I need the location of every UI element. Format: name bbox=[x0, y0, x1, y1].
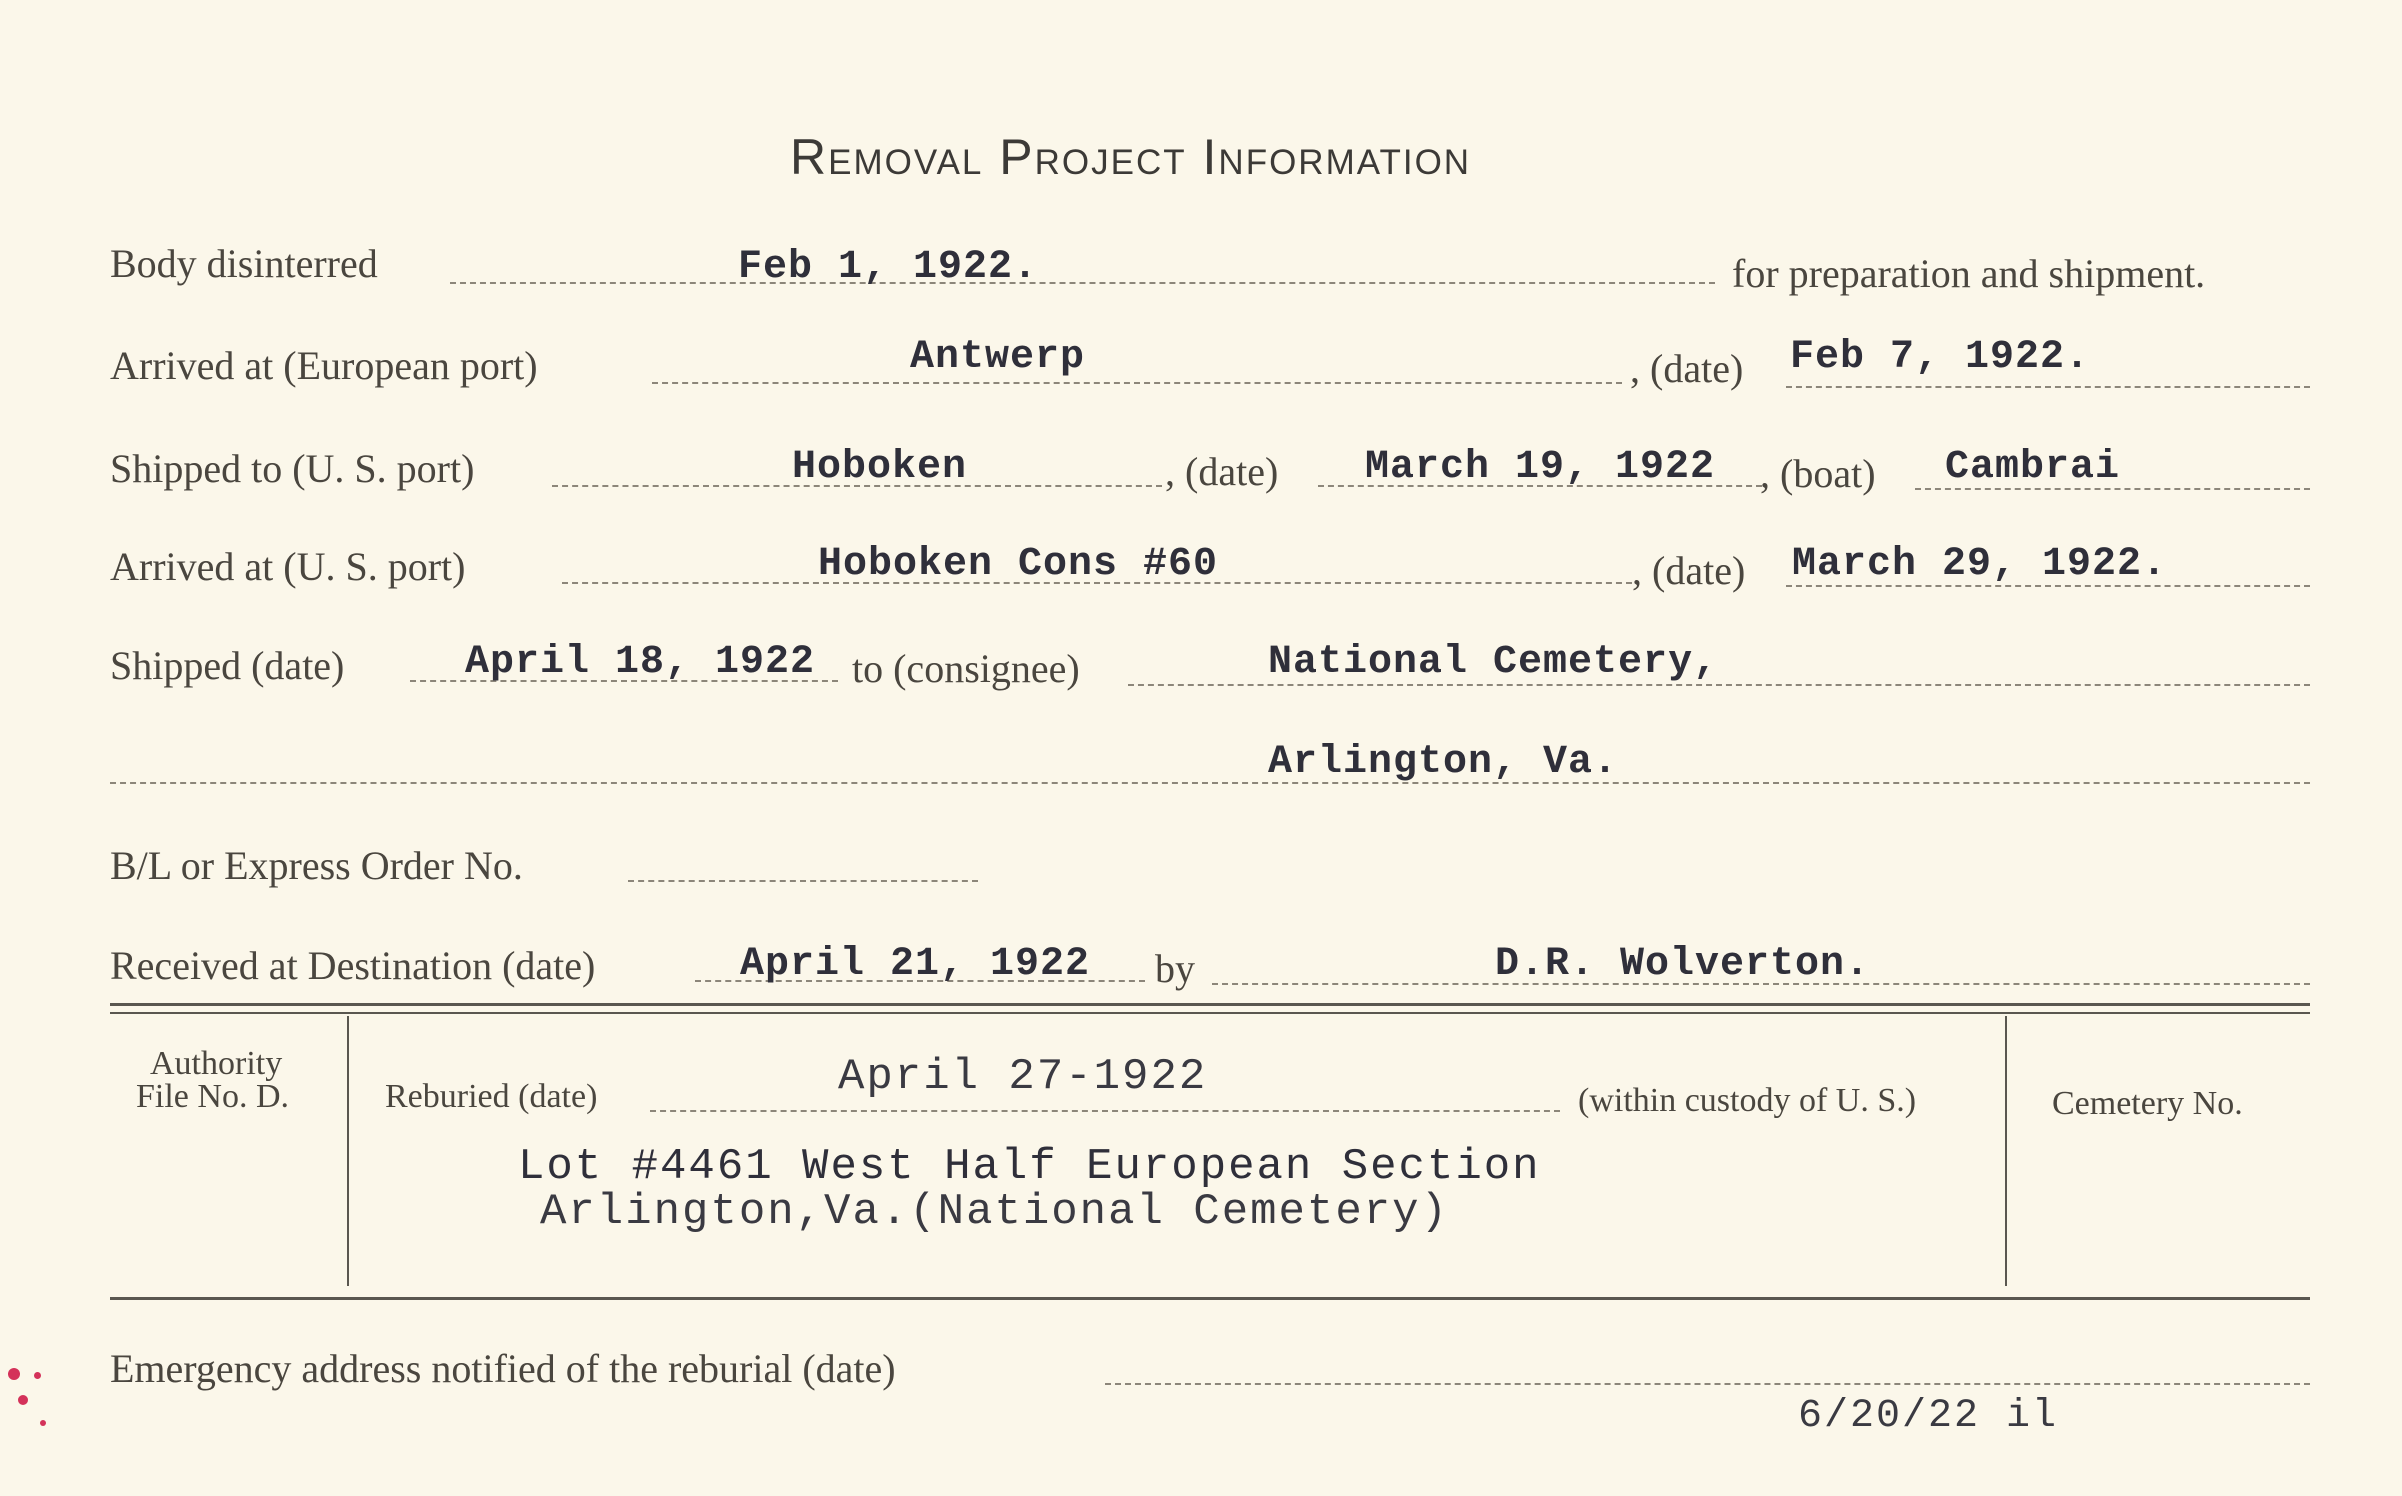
label-authority: Authority bbox=[150, 1045, 283, 1082]
disinterred-date: Feb 1, 1922. bbox=[738, 245, 1039, 290]
label-to-consignee: to (consignee) bbox=[852, 646, 1080, 691]
label-date-2: , (date) bbox=[1165, 449, 1279, 494]
dotted-line bbox=[450, 282, 1715, 284]
dotted-line bbox=[1105, 1383, 2310, 1385]
received-date: April 21, 1922 bbox=[740, 942, 1091, 987]
label-shipped-date: Shipped (date) bbox=[110, 643, 345, 688]
label-file-no: File No. D. bbox=[136, 1078, 289, 1115]
dotted-line bbox=[628, 880, 978, 882]
box-divider bbox=[2005, 1016, 2007, 1286]
lot-line-2: Arlington,Va.(National Cemetery) bbox=[540, 1187, 1449, 1237]
box-divider bbox=[347, 1016, 349, 1286]
us-ship-date: March 19, 1922 bbox=[1365, 445, 1716, 490]
footer-note: 6/20/22 il bbox=[1798, 1394, 2059, 1439]
ink-mark bbox=[34, 1372, 41, 1379]
dotted-line bbox=[650, 1110, 1560, 1112]
shipped-date: April 18, 1922 bbox=[465, 640, 816, 685]
label-emergency-address: Emergency address notified of the reburial (date) bbox=[110, 1346, 896, 1391]
label-arrived-european-port: Arrived at (European port) bbox=[110, 343, 538, 388]
label-reburied-date: Reburied (date) bbox=[385, 1078, 598, 1115]
european-arrival-date: Feb 7, 1922. bbox=[1790, 335, 2091, 380]
consignee-line-2: Arlington, Va. bbox=[1268, 740, 1619, 785]
form-title: Removal Project Information bbox=[790, 129, 1472, 185]
us-arrival-date: March 29, 1922. bbox=[1792, 542, 2168, 587]
label-cemetery-no: Cemetery No. bbox=[2052, 1085, 2243, 1122]
dotted-line bbox=[652, 382, 1622, 384]
label-body-disinterred: Body disinterred bbox=[110, 241, 378, 286]
label-received-destination: Received at Destination (date) bbox=[110, 943, 596, 988]
boat-name: Cambrai bbox=[1945, 445, 2121, 490]
reburied-date: April 27-1922 bbox=[838, 1052, 1208, 1102]
us-port-arrived: Hoboken Cons #60 bbox=[818, 542, 1219, 587]
label-arrived-us-port: Arrived at (U. S. port) bbox=[110, 544, 466, 589]
label-bl-order: B/L or Express Order No. bbox=[110, 843, 523, 888]
divider-rule bbox=[110, 1297, 2310, 1300]
label-for-preparation: for preparation and shipment. bbox=[1732, 251, 2206, 296]
label-by: by bbox=[1155, 946, 1195, 991]
label-within-custody: (within custody of U. S.) bbox=[1578, 1082, 1917, 1119]
received-by: D.R. Wolverton. bbox=[1495, 942, 1871, 987]
us-port-shipped: Hoboken bbox=[792, 445, 968, 490]
ink-mark bbox=[18, 1395, 28, 1405]
dotted-line bbox=[1786, 386, 2310, 388]
ink-mark bbox=[8, 1368, 20, 1380]
divider-rule bbox=[110, 1003, 2310, 1006]
lot-line-1: Lot #4461 West Half European Section bbox=[518, 1142, 1541, 1192]
label-shipped-to-us-port: Shipped to (U. S. port) bbox=[110, 446, 475, 491]
consignee-line-1: National Cemetery, bbox=[1268, 640, 1719, 685]
label-boat: , (boat) bbox=[1760, 451, 1876, 496]
label-date-1: , (date) bbox=[1630, 346, 1744, 391]
divider-rule bbox=[110, 1012, 2310, 1014]
ink-mark bbox=[40, 1420, 46, 1426]
european-port: Antwerp bbox=[910, 335, 1086, 380]
label-date-3: , (date) bbox=[1632, 548, 1746, 593]
dotted-line bbox=[110, 782, 2310, 784]
